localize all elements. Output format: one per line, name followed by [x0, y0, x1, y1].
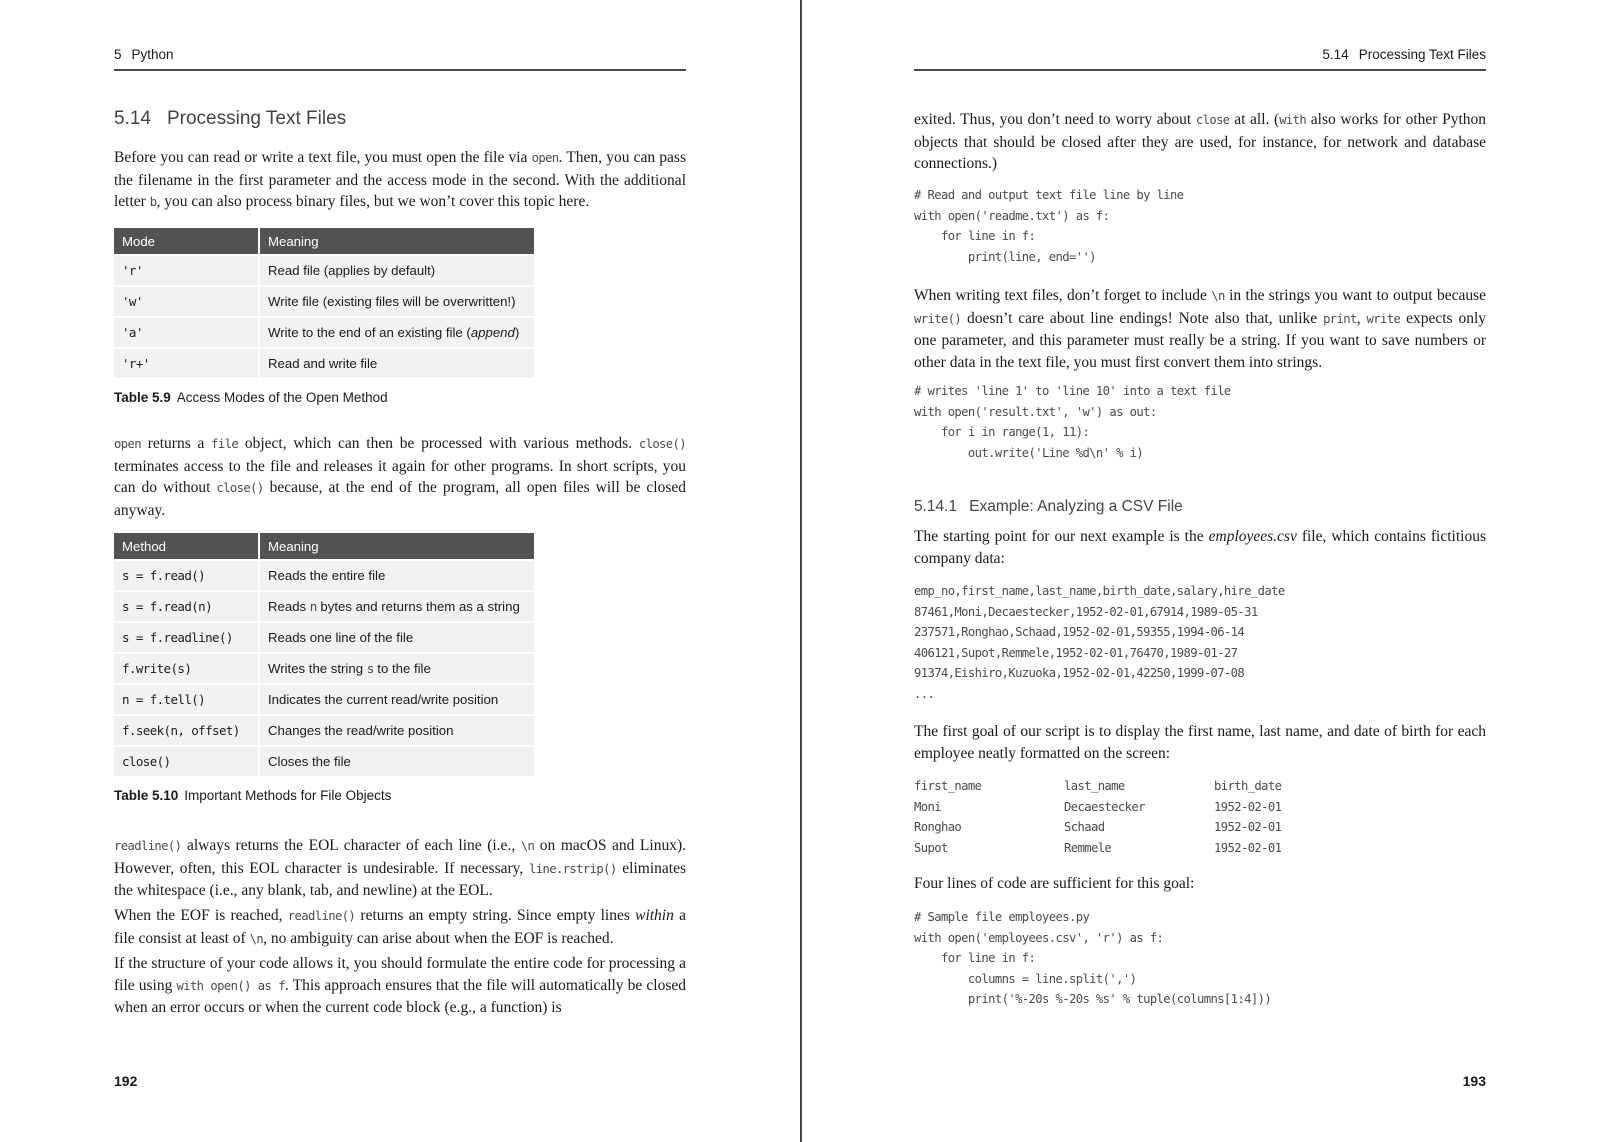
output-cell: birth_date [1214, 779, 1282, 793]
text: file, which contains fictitious company data: [914, 528, 1486, 567]
text: doesn’t care about line endings! Note also that, unlike [961, 309, 1324, 327]
meaning-cell: Indicates the current read/write position [260, 685, 534, 714]
column-header: Method [114, 533, 258, 559]
meaning-cell: Read file (applies by default) [260, 256, 534, 285]
methods-table [112, 531, 536, 778]
inline-code: \n [1211, 289, 1225, 303]
column-header: Meaning [260, 228, 534, 254]
paragraph-intro [114, 147, 686, 214]
mode-cell: 'r' [114, 256, 258, 285]
inline-code: n [309, 599, 317, 614]
text: . This approach ensures that the file will automatically be closed when an error occurs or when the current code block (e.g., a function) is [114, 976, 686, 1017]
text: The starting point for our next example is the [914, 528, 1209, 545]
chapter-number: 5 [114, 47, 122, 62]
inline-code: readline() [114, 839, 182, 853]
caption-text: Important Methods for File Objects [184, 788, 392, 803]
table-row [114, 318, 534, 347]
inline-code: s [366, 661, 374, 676]
emphasis: employees.csv [1208, 528, 1297, 545]
text: ) [514, 325, 520, 340]
table-row [114, 561, 534, 590]
output-cell: Moni [914, 799, 941, 814]
method-cell: close() [114, 747, 258, 776]
inline-code: \n [249, 931, 264, 946]
text: When the EOF is reached, [114, 907, 288, 924]
inline-code: b [149, 195, 157, 210]
page-number: 192 [114, 1073, 138, 1089]
code-block-write-lines: # writes 'line 1' to 'line 10' into a text file with open('result.txt', 'w') as out: for i in range(1, 11): out.write('Line %d\n' % i) [914, 384, 1231, 460]
table-row [114, 747, 534, 776]
table-row [114, 685, 534, 714]
table-row [114, 287, 534, 316]
output-cell: Supot [914, 840, 948, 855]
method-cell: n = f.tell() [114, 685, 258, 714]
inline-code: close [1195, 113, 1230, 127]
inline-code: with open() as f [176, 978, 285, 993]
meaning-cell [260, 318, 534, 347]
table-row [114, 256, 534, 285]
modes-table-block [114, 226, 686, 405]
section-number: 5.14 [1322, 47, 1349, 62]
mode-cell: 'a' [114, 318, 258, 347]
section-heading [114, 108, 686, 130]
code-block-employees: # Sample file employees.py with open('employees.csv', 'r') as f: for line in f: columns = line.split(',') print('%-20s %-20s %s' % tuple(columns[1:4])) [914, 910, 1272, 1006]
inline-code: file [211, 437, 239, 451]
method-cell: s = f.readline() [114, 623, 258, 652]
output-row [914, 797, 1486, 818]
table-row [114, 349, 534, 378]
inline-code: readline() [287, 909, 356, 923]
text: in the strings you want to output because [1224, 287, 1487, 304]
table-row [114, 592, 534, 621]
text: returns an empty string. Since empty lines [355, 907, 636, 924]
inline-code: \n [520, 839, 535, 853]
text: at all. ( [1229, 111, 1280, 128]
output-cell: Ronghao [914, 820, 962, 834]
output-header-row [914, 776, 1486, 797]
text: returns a [140, 435, 212, 452]
inline-code: open [531, 151, 559, 165]
column-header: Mode [114, 228, 258, 254]
meaning-cell: Changes the read/write position [260, 716, 534, 745]
formatted-output [914, 776, 1486, 858]
column-header: Meaning [260, 533, 534, 559]
page-number: 193 [1462, 1073, 1486, 1089]
section-title: Processing Text Files [166, 108, 347, 129]
table-row [114, 716, 534, 745]
paragraph-writing [914, 285, 1486, 373]
text: Write to the end of an existing file ( [268, 325, 471, 340]
chapter-title: Python [131, 47, 174, 62]
paragraph-readline [114, 835, 686, 902]
meaning-cell: Closes the file [260, 747, 534, 776]
output-cell: last_name [1064, 779, 1125, 793]
text: eliminates the whitespace (i.e., any blank, tab, and newline) at the EOL. [114, 859, 687, 900]
method-cell: s = f.read(n) [114, 592, 258, 621]
inline-code: line.rstrip() [529, 861, 617, 876]
output-cell: 1952-02-01 [1214, 799, 1282, 814]
paragraph-exited [914, 109, 1486, 175]
section-number: 5.14 [114, 108, 151, 129]
text: Before you can read or write a text file, you must open the file via [114, 149, 532, 166]
text: , [1356, 309, 1367, 327]
caption-text: Access Modes of the Open Method [176, 390, 388, 405]
subsection-number: 5.14.1 [914, 498, 958, 515]
emphasis: within [635, 907, 674, 924]
csv-listing: emp_no,first_name,last_name,birth_date,salary,hire_date 87461,Moni,Decaestecker,1952-02-01,67914,1989-05-31 237571,Ronghao,Schaad,1952-02-01,59355,1994-06-14 406121,Supot,Remmele,1952-02-01,76470,1989-01-27 91374,Eishiro,Kuzuoka,1952-02-01,42250,1999-07-08 ... [914, 584, 1285, 701]
text: on macOS and Linux). However, often, this EOL character is undesirable. If necessary, [114, 837, 686, 877]
text: exited. Thus, you don’t need to worry about [914, 111, 1196, 128]
text: terminates access to the file and releases it again for other programs. In short scripts, you can do without [114, 457, 686, 497]
text: because, at the end of the program, all open files will be closed anyway. [114, 479, 686, 519]
paragraph-csv-intro [914, 526, 1486, 569]
text: a file consist at least of [114, 907, 686, 947]
output-cell: 1952-02-01 [1214, 820, 1282, 834]
inline-code: close() [216, 481, 264, 496]
meaning-cell [260, 654, 534, 683]
running-head-left [114, 47, 174, 62]
text: . Then, you can pass the filename in the first parameter and the access mode in the second. With the additional letter [114, 149, 686, 211]
meaning-cell: Reads the entire file [260, 561, 534, 590]
text: to the file [373, 661, 431, 676]
inline-code: with [1279, 113, 1307, 127]
caption-label: Table 5.9 [114, 390, 171, 405]
inline-code: write() [914, 311, 962, 326]
text: object, which can then be processed with various methods. [238, 435, 639, 452]
paragraph-eof [114, 905, 686, 950]
table-row [114, 623, 534, 652]
table-row [114, 654, 534, 683]
mode-cell: 'w' [114, 287, 258, 316]
modes-table [112, 226, 536, 380]
inline-code: close() [638, 437, 687, 451]
method-cell: f.seek(n, offset) [114, 716, 258, 745]
running-head-right [1322, 47, 1486, 62]
text: , you can also process binary files, but we won’t cover this topic here. [156, 193, 590, 211]
output-row [914, 838, 1486, 859]
text: When writing text files, don’t forget to include [914, 287, 1212, 304]
table-caption [114, 390, 686, 405]
output-cell: 1952-02-01 [1214, 840, 1282, 855]
meaning-cell: Read and write file [260, 349, 534, 378]
text: Reads [268, 599, 310, 614]
output-cell: Remmele [1064, 840, 1112, 855]
table-header-row [114, 533, 534, 559]
output-cell: Decaestecker [1064, 799, 1145, 814]
text: expects only one parameter, and this parameter must really be a string. If you want to save numbers or other data in the text file, you must first convert them into strings. [914, 309, 1486, 371]
paragraph-four-lines: Four lines of code are sufficient for this goal: [914, 875, 1195, 892]
output-row [914, 817, 1486, 838]
output-cell: Schaad [1064, 820, 1105, 834]
code-block-read-lines: # Read and output text file line by line with open('readme.txt') as f: for line in f: print(line, end='') [914, 188, 1184, 264]
inline-code: print [1323, 311, 1357, 326]
text: also works for other Python objects that should be closed after they are used, for instance, for network and database connections.) [914, 111, 1487, 173]
emphasis: append [470, 325, 515, 340]
text: always returns the EOL character of each line (i.e., [181, 837, 521, 854]
inline-code: write [1366, 311, 1401, 326]
text: , no ambiguity can arise about when the EOF is reached. [263, 929, 614, 947]
subsection-heading [914, 498, 1486, 516]
text: If the structure of your code allows it, you should formulate the entire code for processing a file using [114, 955, 686, 994]
inline-code: open [114, 437, 141, 451]
table-header-row [114, 228, 534, 254]
subsection-title: Example: Analyzing a CSV File [969, 498, 1183, 515]
right-page [802, 0, 1600, 1142]
meaning-cell: Write file (existing files will be overwritten!) [260, 287, 534, 316]
header-rule [914, 69, 1486, 71]
output-cell: first_name [914, 779, 982, 793]
text: Writes the string [268, 661, 367, 676]
method-cell: s = f.read() [114, 561, 258, 590]
header-rule [114, 69, 686, 71]
paragraph-first-goal: The first goal of our script is to display the first name, last name, and date of birth for each employee neatly formatted on the screen: [914, 723, 1486, 762]
method-cell: f.write(s) [114, 654, 258, 683]
caption-label: Table 5.10 [114, 788, 179, 803]
meaning-cell [260, 592, 534, 621]
paragraph-open-returns [114, 433, 686, 521]
meaning-cell: Reads one line of the file [260, 623, 534, 652]
paragraph-with-open [114, 953, 686, 1019]
mode-cell: 'r+' [114, 349, 258, 378]
methods-table-block [114, 531, 686, 803]
section-title: Processing Text Files [1358, 47, 1486, 62]
table-caption [114, 788, 686, 803]
text: bytes and returns them as a string [316, 599, 520, 614]
